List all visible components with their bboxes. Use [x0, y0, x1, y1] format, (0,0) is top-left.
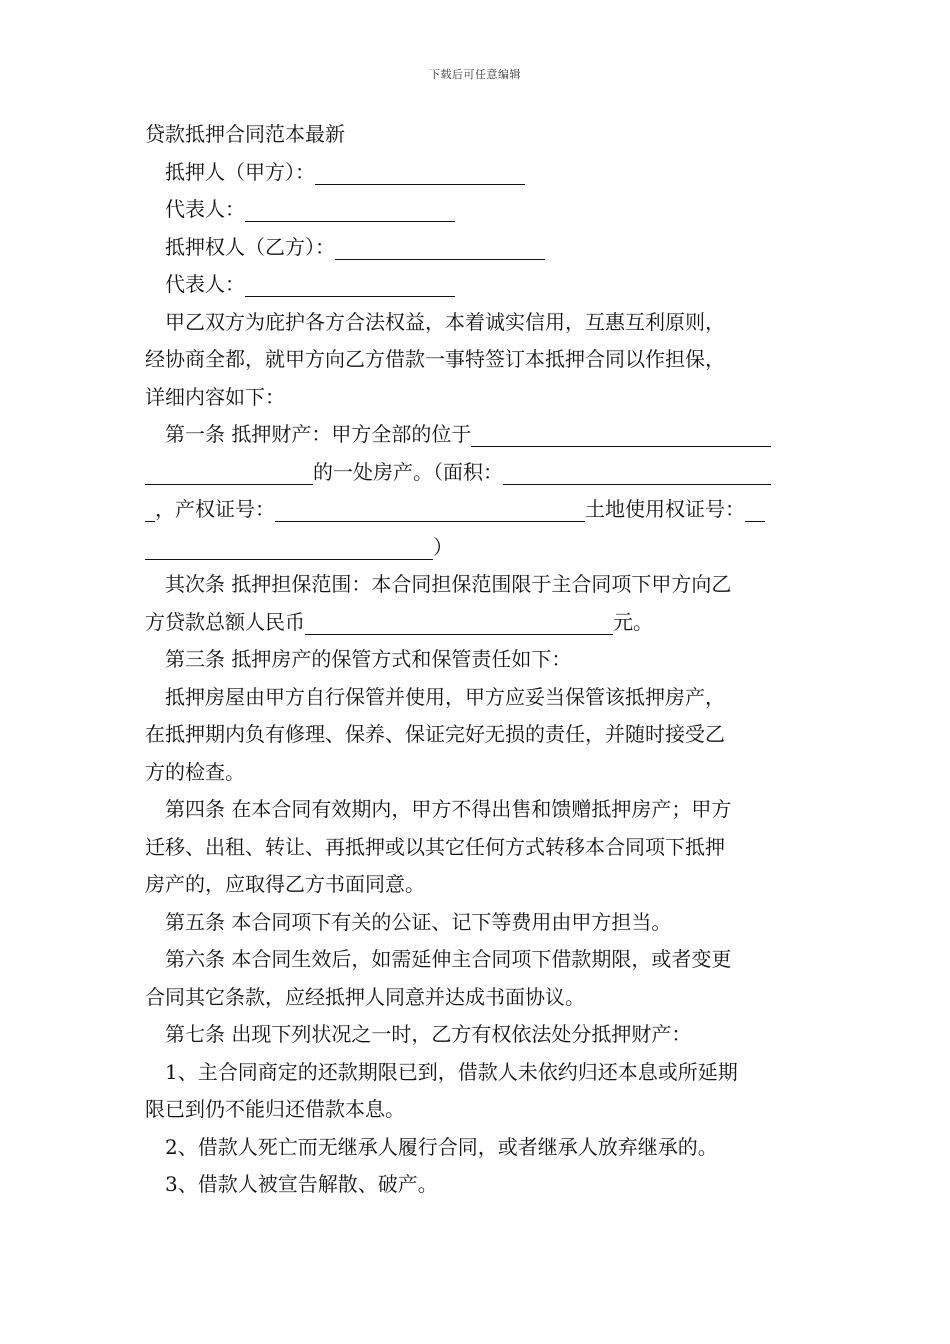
article-3-line-3: 方的检查。 — [145, 759, 245, 784]
article-2-line-1: 其次条 抵押担保范围：本合同担保范围限于主合同项下甲方向乙 — [165, 572, 732, 596]
article-6-line-1: 第六条 本合同生效后，如需延伸主合同项下借款期限，或者变更 — [165, 947, 732, 971]
mortgagor-label: 抵押人（甲方）： — [165, 159, 315, 184]
loan-amount-blank[interactable] — [305, 612, 613, 635]
article-5-line-1: 第五条 本合同项下有关的公证、记下等费用由甲方担当。 — [165, 909, 672, 934]
article-7-item-3: 3、借款人被宣告解散、破产。 — [165, 1172, 438, 1196]
area-blank[interactable] — [503, 462, 771, 485]
area-blank-cont[interactable] — [145, 499, 155, 522]
article-3-line-2: 在抵押期内负有修理、保养、保证完好无损的责任，并随时接受乙 — [145, 722, 725, 746]
intro-line-1: 甲乙双方为庇护各方合法权益，本着诚实信用，互惠互利原则， — [165, 309, 725, 334]
mortgagor-rep-row — [145, 191, 815, 229]
land-cert-blank[interactable] — [745, 499, 765, 522]
contract-body — [145, 116, 815, 1204]
article-4-line-2: 迁移、出租、转让、再抵押或以其它任何方式转移本合同项下抵押 — [145, 834, 725, 859]
mortgagor-blank[interactable] — [315, 162, 525, 185]
article-1-line-4 — [145, 529, 815, 567]
article-7-item-1-line-2: 限已到仍不能归还借款本息。 — [145, 1097, 405, 1121]
article-1-text-3a: ，产权证号： — [155, 497, 275, 521]
mortgagee-row — [145, 229, 815, 267]
property-location-blank[interactable] — [471, 424, 771, 447]
intro-line-3: 详细内容如下： — [145, 384, 285, 409]
mortgagor-rep-blank[interactable] — [245, 199, 455, 222]
property-location-blank-cont[interactable] — [145, 462, 313, 485]
article-1-line-1 — [145, 416, 815, 454]
article-1-line-3 — [145, 491, 815, 529]
mortgagor-rep-label: 代表人： — [165, 197, 245, 221]
article-1-text-3b: 土地使用权证号： — [585, 497, 745, 521]
property-cert-blank[interactable] — [275, 499, 585, 522]
mortgagor-row — [145, 154, 815, 192]
land-cert-blank-cont[interactable] — [145, 537, 433, 560]
article-2-text-2a: 方贷款总额人民币 — [145, 609, 305, 634]
article-7-item-2: 2、借款人死亡而无继承人履行合同，或者继承人放弃继承的。 — [165, 1134, 718, 1159]
article-7-item-1-line-1: 1、主合同商定的还款期限已到，借款人未依约归还本息或所延期 — [165, 1059, 738, 1084]
article-6-line-2: 合同其它条款，应经抵押人同意并达成书面协议。 — [145, 984, 585, 1009]
mortgagee-rep-row — [145, 266, 815, 304]
article-7-title: 第七条 出现下列状况之一时，乙方有权依法处分抵押财产： — [165, 1022, 692, 1046]
mortgagee-label: 抵押权人（乙方）： — [165, 234, 335, 259]
article-1-text-2: 的一处房产。（面积： — [313, 459, 503, 484]
mortgagee-rep-blank[interactable] — [245, 274, 455, 297]
article-3-title: 第三条 抵押房产的保管方式和保管责任如下： — [165, 647, 572, 671]
page-header-note: 下载后可任意编辑 — [429, 68, 521, 81]
article-1-line-2 — [145, 454, 815, 492]
mortgagee-blank[interactable] — [335, 237, 545, 260]
article-4-line-3: 房产的，应取得乙方书面同意。 — [145, 872, 425, 896]
mortgagee-rep-label: 代表人： — [165, 272, 245, 296]
article-3-line-1: 抵押房屋由甲方自行保管并使用，甲方应妥当保管该抵押房产， — [165, 684, 725, 709]
article-2-text-2b: 元。 — [613, 609, 653, 634]
intro-line-2: 经协商全都，就甲方向乙方借款一事特签订本抵押合同以作担保， — [145, 347, 725, 371]
document-title: 贷款抵押合同范本最新 — [145, 122, 345, 146]
article-4-line-1: 第四条 在本合同有效期内，甲方不得出售和馈赠抵押房产；甲方 — [165, 797, 732, 821]
article-2-line-2 — [145, 604, 815, 642]
article-1-text-1: 第一条 抵押财产：甲方全部的位于 — [165, 422, 472, 446]
article-1-text-4: ） — [433, 534, 453, 559]
